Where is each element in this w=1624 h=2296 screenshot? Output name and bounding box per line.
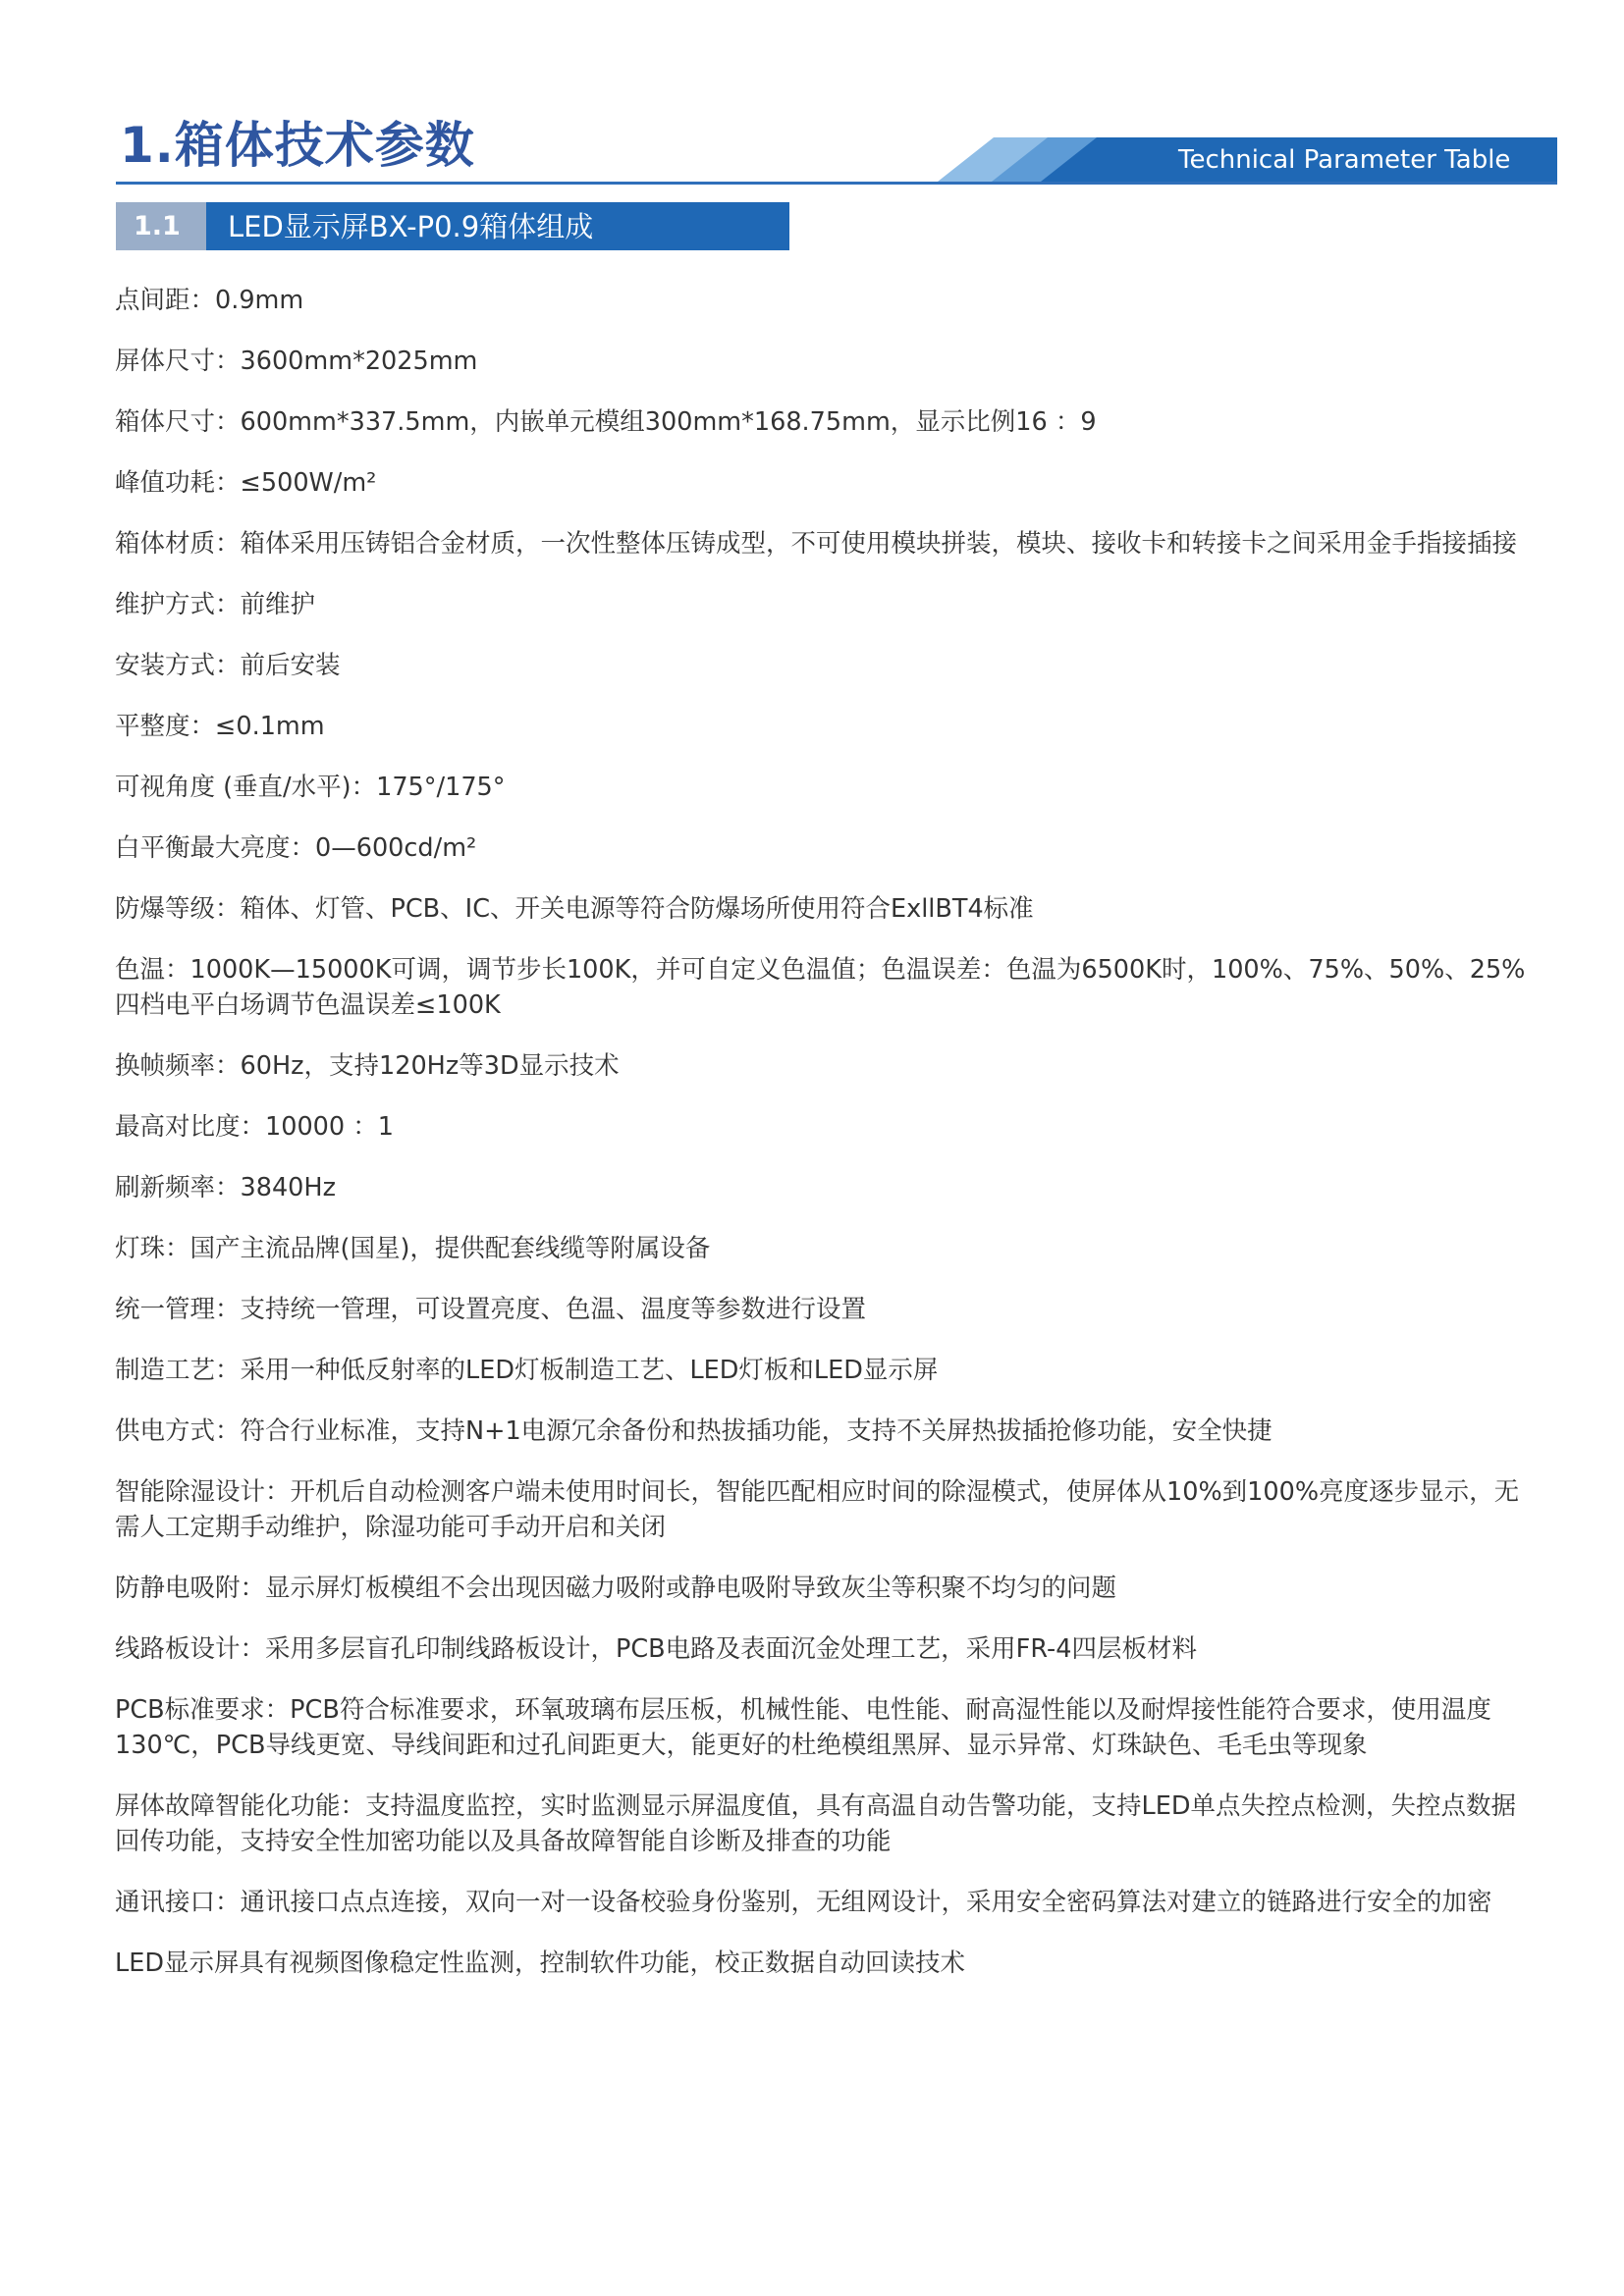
- page-subtitle-english: Technical Parameter Table: [1178, 145, 1511, 175]
- spec-list: [115, 283, 1529, 2006]
- spec-explosion-proof: 防爆等级：箱体、灯管、PCB、IC、开关电源等符合防爆场所使用符合ExllBT4标准: [115, 894, 1034, 924]
- spec-flatness: 平整度：≤0.1mm: [115, 712, 325, 741]
- section-number-box: [116, 202, 206, 250]
- page-title: 1.箱体技术参数: [120, 117, 475, 174]
- spec-maintenance: 维护方式：前维护: [115, 590, 316, 619]
- spec-contrast: 最高对比度：10000 ：1: [115, 1112, 394, 1142]
- spec-pixel-pitch: 点间距：0.9mm: [115, 286, 304, 315]
- spec-led-lamps: 灯珠：国产主流品牌(国星)，提供配套线缆等附属设备: [115, 1234, 711, 1263]
- spec-anti-static: 防静电吸附：显示屏灯板模组不会出现因磁力吸附或静电吸附导致灰尘等积聚不均匀的问题: [115, 1574, 1117, 1603]
- spec-power-supply: 供电方式：符合行业标准，支持N+1电源冗余备份和热拔插功能，支持不关屏热拔插抢修功能，安全快捷: [115, 1416, 1272, 1446]
- spec-refresh-rate: 刷新频率：3840Hz: [115, 1173, 336, 1202]
- spec-screen-size: 屏体尺寸：3600mm*2025mm: [115, 347, 478, 376]
- section-title: LED显示屏BX-P0.9箱体组成: [228, 210, 594, 243]
- spec-video-monitoring: LED显示屏具有视频图像稳定性监测，控制软件功能，校正数据自动回读技术: [115, 1949, 965, 1978]
- section-number: 1.1: [134, 211, 181, 241]
- spec-frame-rate: 换帧频率：60Hz，支持120Hz等3D显示技术: [115, 1051, 620, 1081]
- spec-cabinet-material: 箱体材质：箱体采用压铸铝合金材质，一次性整体压铸成型，不可使用模块拼装，模块、接收卡和转接卡之间采用金手指接插接: [115, 529, 1518, 559]
- header-underline: [116, 182, 1557, 185]
- spec-cabinet-size: 箱体尺寸：600mm*337.5mm，内嵌单元模组300mm*168.75mm，显示比例16 ：9: [115, 407, 1097, 437]
- page-header: [0, 0, 1624, 196]
- spec-color-temperature: 色温：1000K—15000K可调，调节步长100K，并可自定义色温值；色温误差：色温为6500K时，100%、75%、50%、25%四档电平白场调节色温误差≤100K: [115, 955, 1526, 1020]
- spec-unified-management: 统一管理：支持统一管理，可设置亮度、色温、温度等参数进行设置: [115, 1295, 867, 1324]
- spec-manufacturing: 制造工艺：采用一种低反射率的LED灯板制造工艺、LED灯板和LED显示屏: [115, 1356, 939, 1385]
- section-heading-bar: [116, 202, 789, 250]
- spec-dehumidification: 智能除湿设计：开机后自动检测客户端未使用时间长，智能匹配相应时间的除湿模式，使屏体从10%到100%亮度逐步显示，无需人工定期手动维护，除湿功能可手动开启和关闭: [115, 1477, 1520, 1542]
- spec-installation: 安装方式：前后安装: [115, 651, 341, 680]
- spec-viewing-angle: 可视角度 (垂直/水平)：175°/175°: [115, 773, 506, 802]
- spec-fault-intelligence: 屏体故障智能化功能：支持温度监控，实时监测显示屏温度值，具有高温自动告警功能，支持LED单点失控点检测，失控点数据回传功能，支持安全性加密功能以及具备故障智能自诊断及排查的功能: [115, 1791, 1516, 1856]
- spec-circuit-board: 线路板设计：采用多层盲孔印制线路板设计，PCB电路及表面沉金处理工艺，采用FR-4四层板材料: [115, 1634, 1197, 1664]
- spec-pcb-standard: PCB标准要求：PCB符合标准要求，环氧玻璃布层压板，机械性能、电性能、耐高湿性能以及耐焊接性能符合要求，使用温度130℃，PCB导线更宽、导线间距和过孔间距更大，能更好的杜绝模组黑屏、显示异常、灯珠缺色、毛毛虫等现象: [115, 1695, 1491, 1760]
- spec-max-brightness: 白平衡最大亮度：0—600cd/m²: [115, 833, 477, 863]
- spec-communication: 通讯接口：通讯接口点点连接，双向一对一设备校验身份鉴别，无组网设计，采用安全密码算法对建立的链路进行安全的加密: [115, 1888, 1492, 1917]
- spec-peak-power: 峰值功耗：≤500W/m²: [115, 468, 377, 498]
